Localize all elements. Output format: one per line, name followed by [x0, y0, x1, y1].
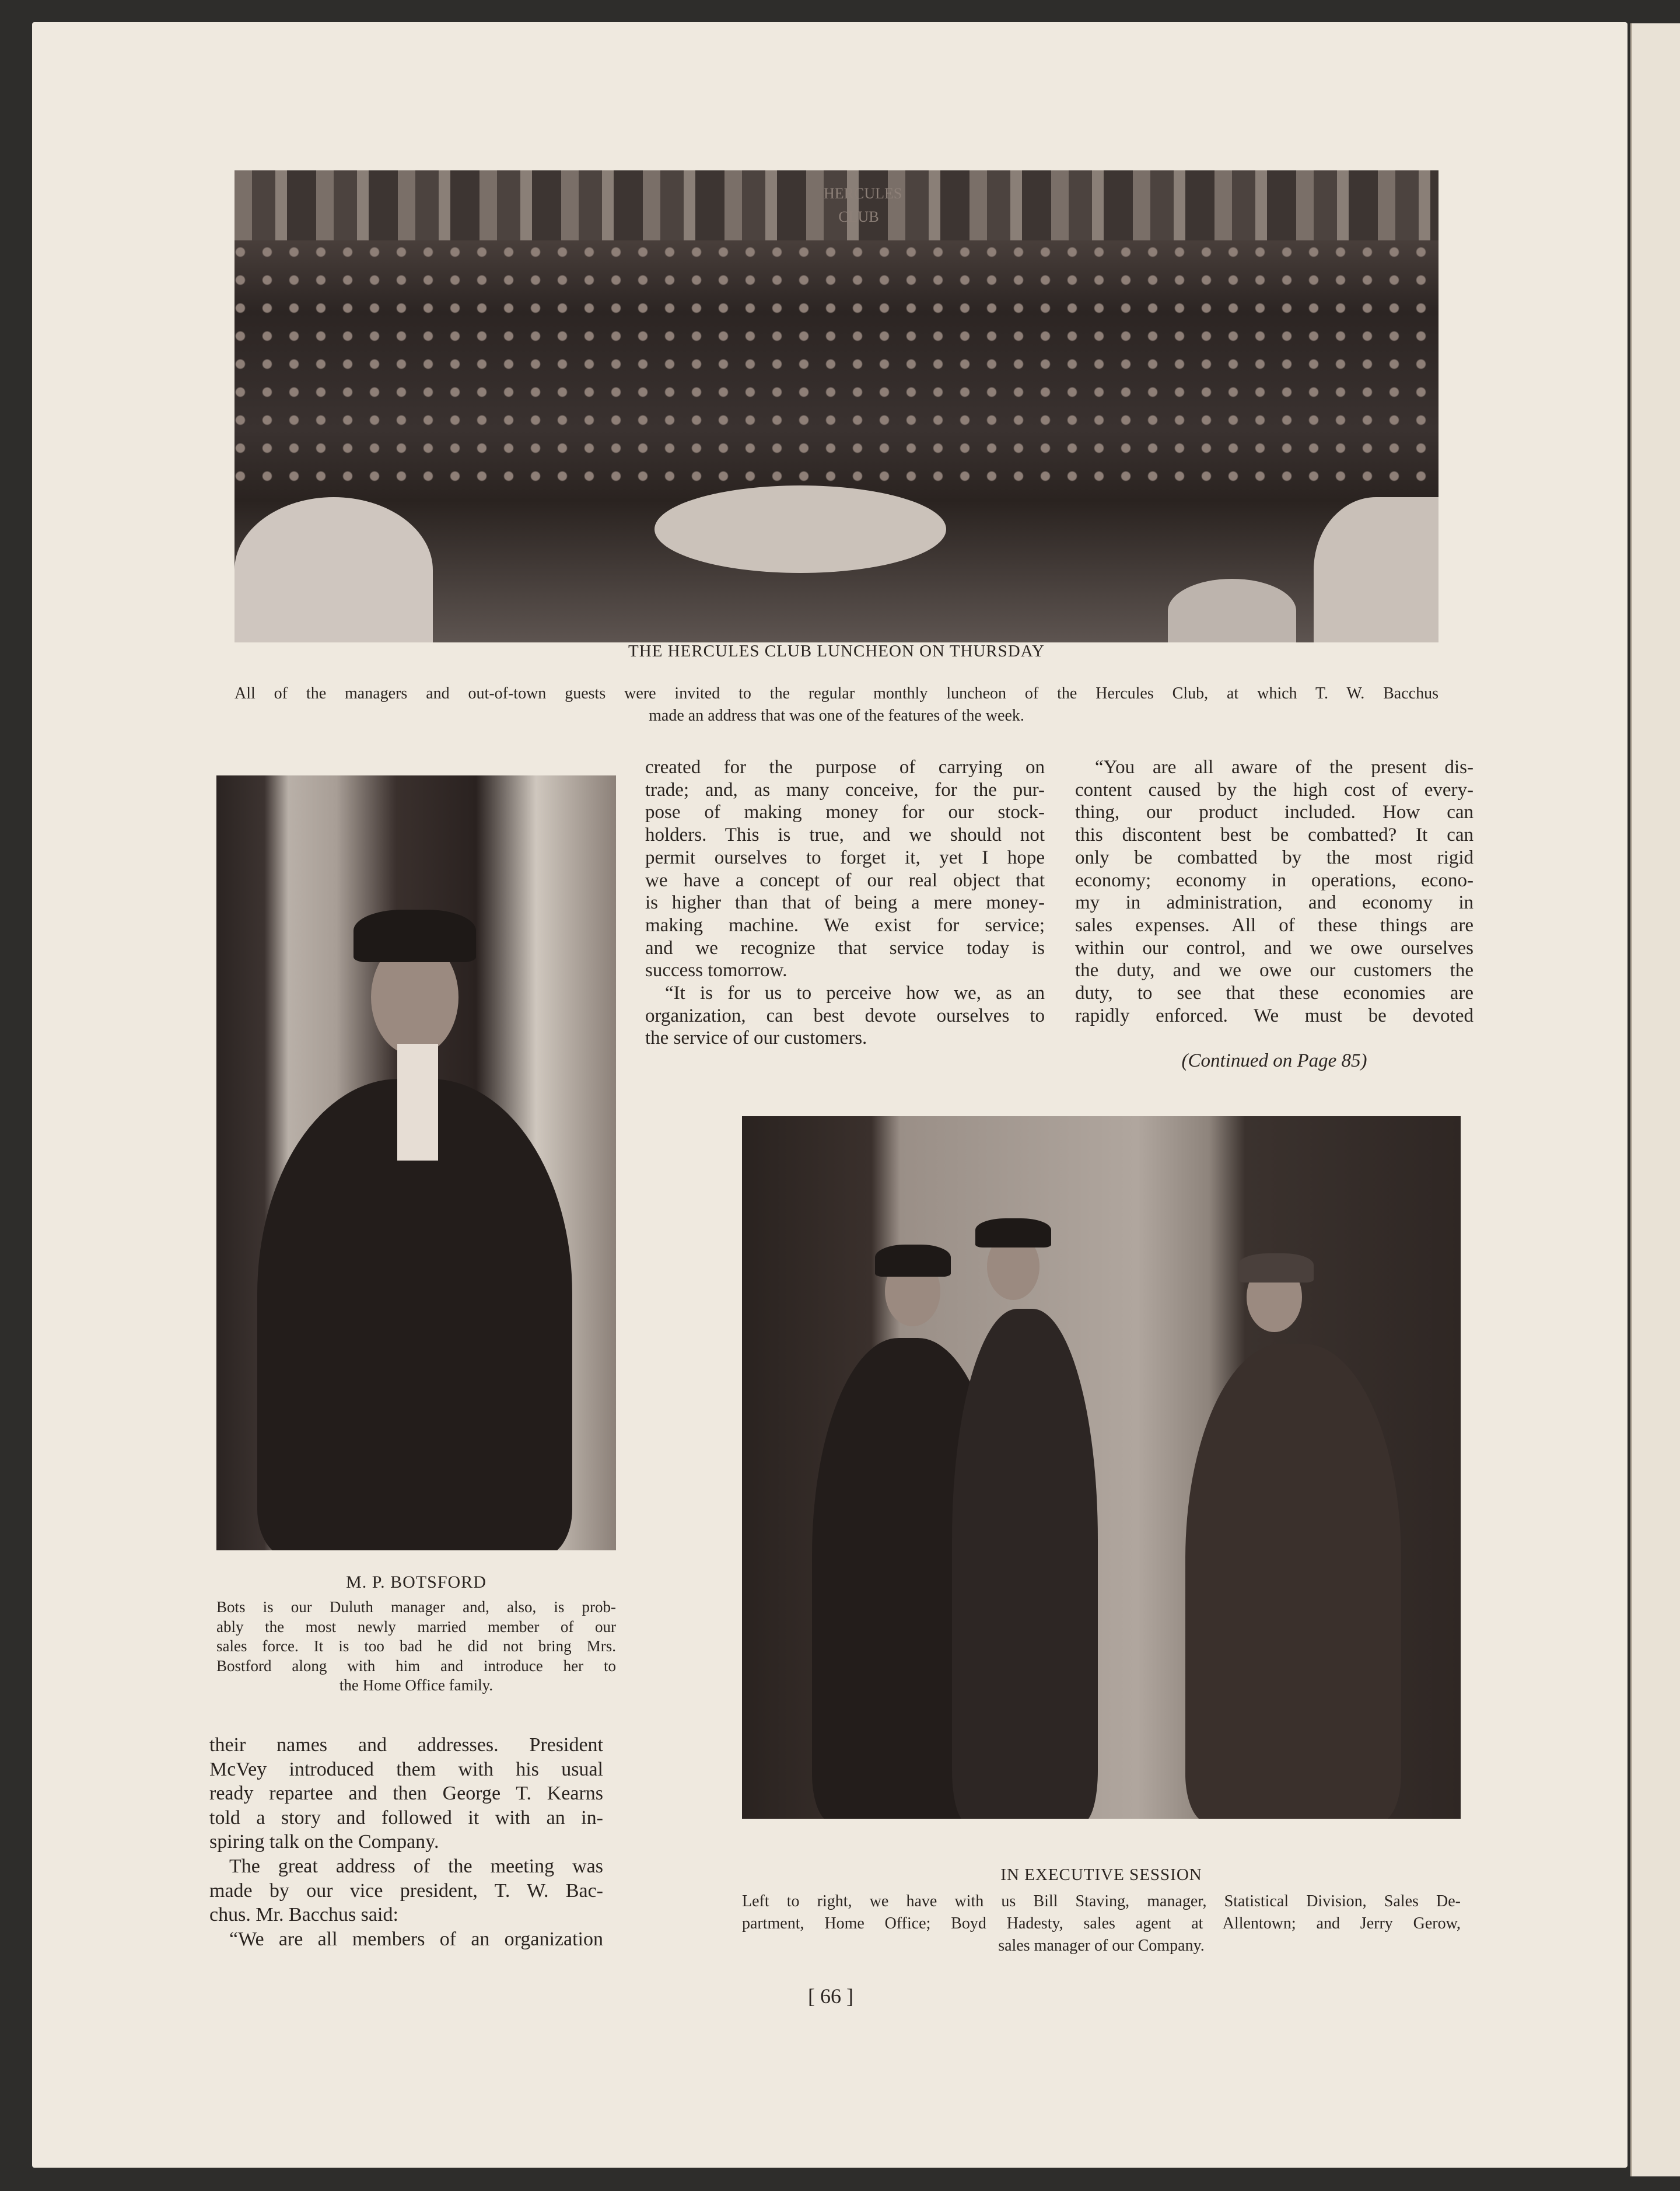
caption-line: sales force. It is too bad he did not bring Mrs.	[216, 1637, 616, 1655]
text-line: “You are all aware of the present dis-	[1095, 757, 1474, 778]
executive-session-photo	[742, 1116, 1461, 1819]
middle-text-column	[645, 756, 1045, 1050]
caption-line: Left to right, we have with us Bill Staving, manager, Statistical Division, Sales De-	[742, 1892, 1461, 1910]
text-line: McVey introduced them with his usual	[209, 1758, 603, 1780]
hercules-club-sign: HERCULES CLUB	[824, 185, 902, 225]
text-line: The great address of the meeting was	[229, 1855, 603, 1877]
text-line: their names and addresses. President	[209, 1734, 603, 1756]
text-line: success tomorrow.	[645, 960, 788, 981]
text-line: ready repartee and then George T. Kearns	[209, 1783, 603, 1805]
text-line: economy; economy in operations, econo-	[1075, 869, 1474, 891]
left-text-column	[209, 1733, 603, 1951]
text-line: “It is for us to perceive how we, as an	[665, 983, 1045, 1004]
text-line: sales expenses. All of these things are	[1075, 914, 1474, 936]
text-line: told a story and followed it with an in-	[209, 1806, 603, 1829]
caption-line: the Home Office family.	[339, 1676, 494, 1694]
text-line: permit ourselves to forget it, yet I hope	[645, 847, 1045, 868]
text-line: created for the purpose of carrying on	[645, 757, 1045, 778]
next-page-edge	[1630, 23, 1680, 2176]
text-line: holders. This is true, and we should not	[645, 824, 1045, 846]
text-line: making machine. We exist for service;	[645, 914, 1045, 936]
text-line: “We are all members of an organization	[229, 1928, 603, 1950]
caption-line: Bots is our Duluth manager and, also, is prob-	[216, 1598, 616, 1616]
continued-note: (Continued on Page 85)	[1181, 1050, 1367, 1071]
botsford-portrait-photo	[216, 775, 616, 1550]
luncheon-photo-title: THE HERCULES CLUB LUNCHEON ON THURSDAY	[628, 642, 1045, 661]
text-line: this discontent best be combatted? It can	[1075, 824, 1474, 846]
caption-line: Bostford along with him and introduce her to	[216, 1657, 616, 1675]
text-line: organization, can best devote ourselves to	[645, 1005, 1045, 1026]
luncheon-photo-caption	[235, 683, 1438, 727]
text-line: content caused by the high cost of every-	[1075, 779, 1474, 801]
caption-line: All of the managers and out-of-town guests were invited to the regular monthly luncheon of the Hercules Club, at which T. W. Bacchus	[235, 684, 1438, 703]
text-line: the service of our customers.	[645, 1028, 867, 1049]
text-line: duty, to see that these economies are	[1075, 983, 1474, 1004]
text-line: within our control, and we owe ourselves	[1075, 937, 1474, 959]
executive-session-title: IN EXECUTIVE SESSION	[1000, 1865, 1202, 1884]
text-line: and we recognize that service today is	[645, 937, 1045, 959]
page-number: [ 66 ]	[808, 1984, 853, 2008]
text-line: only be combatted by the most rigid	[1075, 847, 1474, 868]
text-line: is higher than that of being a mere money-	[645, 892, 1045, 914]
right-text-column	[1075, 756, 1474, 1027]
executive-session-caption	[742, 1891, 1461, 1957]
text-line: thing, our product included. How can	[1075, 802, 1474, 823]
text-line: trade; and, as many conceive, for the pur-	[645, 779, 1045, 801]
text-line: the duty, and we owe our customers the	[1075, 960, 1474, 981]
caption-line: ably the most newly married member of our	[216, 1617, 616, 1636]
text-line: pose of making money for our stock-	[645, 802, 1045, 823]
hercules-club-luncheon-photo	[235, 170, 1438, 642]
caption-line: partment, Home Office; Boyd Hadesty, sales agent at Allentown; and Jerry Gerow,	[742, 1914, 1461, 1933]
caption-line: sales manager of our Company.	[998, 1937, 1205, 1955]
caption-line: made an address that was one of the features of the week.	[649, 707, 1024, 725]
text-line: rapidly enforced. We must be devoted	[1075, 1005, 1474, 1026]
text-line: spiring talk on the Company.	[209, 1831, 439, 1853]
text-line: we have a concept of our real object that	[645, 869, 1045, 891]
text-line: my in administration, and economy in	[1075, 892, 1474, 914]
text-line: chus. Mr. Bacchus said:	[209, 1904, 398, 1926]
botsford-caption	[216, 1598, 616, 1696]
text-line: made by our vice president, T. W. Bac-	[209, 1879, 603, 1902]
botsford-title: M. P. BOTSFORD	[346, 1573, 487, 1592]
